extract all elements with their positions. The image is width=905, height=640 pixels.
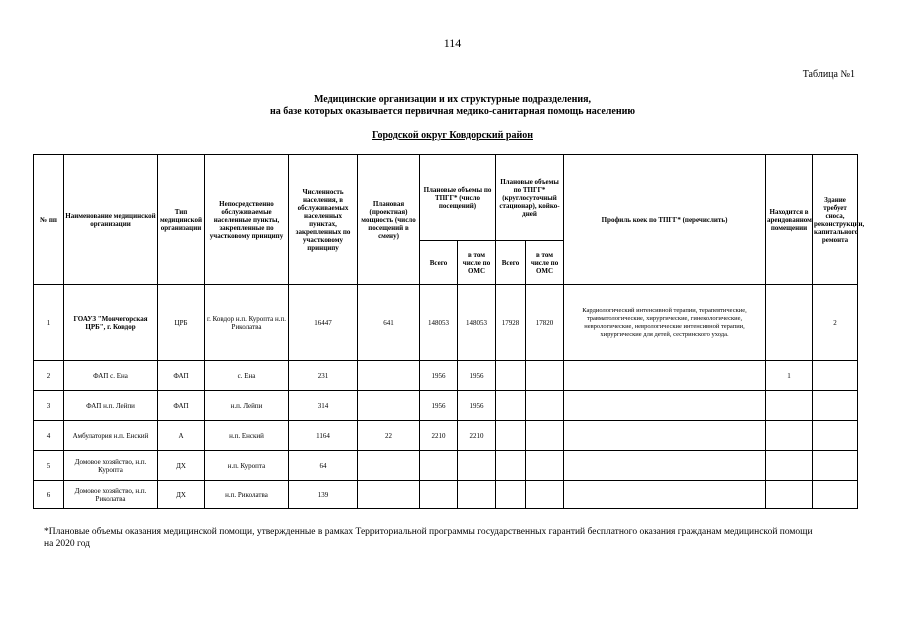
cell-visits-total bbox=[420, 481, 458, 509]
cell-name: ФАП с. Ена bbox=[64, 361, 158, 391]
cell-num: 5 bbox=[34, 451, 64, 481]
cell-rented bbox=[766, 421, 813, 451]
header-rented: Находится в арендованном помещении bbox=[766, 155, 813, 285]
header-planned-beddays: Плановые объемы по ТПГГ* (круглосуточный стационар), койко-дней bbox=[496, 155, 564, 241]
cell-beddays-total bbox=[496, 421, 526, 451]
cell-visits-total: 1956 bbox=[420, 391, 458, 421]
cell-rented: 1 bbox=[766, 361, 813, 391]
cell-repair bbox=[813, 421, 858, 451]
cell-visits-oms bbox=[458, 451, 496, 481]
cell-type: ФАП bbox=[158, 361, 205, 391]
cell-profile bbox=[564, 361, 766, 391]
cell-profile bbox=[564, 421, 766, 451]
cell-visits-oms: 2210 bbox=[458, 421, 496, 451]
cell-capacity bbox=[358, 361, 420, 391]
cell-capacity bbox=[358, 451, 420, 481]
cell-visits-oms bbox=[458, 481, 496, 509]
table-row bbox=[34, 421, 858, 451]
cell-rented bbox=[766, 451, 813, 481]
cell-points: н.п. Лейпи bbox=[205, 391, 289, 421]
cell-beddays-oms bbox=[526, 481, 564, 509]
header-name: Наименование медицинской организации bbox=[64, 155, 158, 285]
header-repair: Здание требует сноса, реконструкции, капитального ремонта bbox=[813, 155, 858, 285]
cell-points: г. Ковдор н.п. Куропта н.п. Риколатва bbox=[205, 285, 289, 361]
header-beddays-total: Всего bbox=[496, 241, 526, 285]
table-body bbox=[34, 285, 858, 509]
cell-profile bbox=[564, 451, 766, 481]
cell-capacity: 641 bbox=[358, 285, 420, 361]
cell-name: Домовое хозяйство, н.п. Риколатва bbox=[64, 481, 158, 509]
cell-num: 3 bbox=[34, 391, 64, 421]
header-num: № пп bbox=[34, 155, 64, 285]
cell-population: 139 bbox=[289, 481, 358, 509]
table-label: Таблица №1 bbox=[802, 69, 855, 80]
table-row bbox=[34, 391, 858, 421]
cell-visits-total: 1956 bbox=[420, 361, 458, 391]
header-beddays-oms: в том числе по ОМС bbox=[526, 241, 564, 285]
header-planned-visits: Плановые объемы по ТПГГ* (число посещений) bbox=[420, 155, 496, 241]
cell-capacity: 22 bbox=[358, 421, 420, 451]
cell-type: ДХ bbox=[158, 481, 205, 509]
cell-name: ФАП н.п. Лейпи bbox=[64, 391, 158, 421]
title-line-1: Медицинские организации и их структурные подразделения, bbox=[314, 94, 591, 105]
organizations-table bbox=[33, 154, 865, 509]
cell-population: 16447 bbox=[289, 285, 358, 361]
header-points: Непосредственно обслуживаемые населенные пункты, закрепленные по участковому принципу bbox=[205, 155, 289, 285]
cell-name: Амбулатория н.п. Енский bbox=[64, 421, 158, 451]
cell-points: н.п. Куропта bbox=[205, 451, 289, 481]
cell-repair bbox=[813, 481, 858, 509]
table-row bbox=[34, 361, 858, 391]
cell-visits-oms: 1956 bbox=[458, 361, 496, 391]
header-visits-total: Всего bbox=[420, 241, 458, 285]
cell-beddays-oms bbox=[526, 391, 564, 421]
cell-type: А bbox=[158, 421, 205, 451]
cell-beddays-oms bbox=[526, 361, 564, 391]
table-row bbox=[34, 451, 858, 481]
cell-rented bbox=[766, 391, 813, 421]
cell-capacity bbox=[358, 391, 420, 421]
cell-type: ФАП bbox=[158, 391, 205, 421]
cell-num: 1 bbox=[34, 285, 64, 361]
cell-repair: 2 bbox=[813, 285, 858, 361]
cell-beddays-oms bbox=[526, 451, 564, 481]
cell-visits-total: 2210 bbox=[420, 421, 458, 451]
cell-repair bbox=[813, 451, 858, 481]
cell-beddays-total bbox=[496, 391, 526, 421]
document-title bbox=[0, 94, 905, 118]
cell-type: ЦРБ bbox=[158, 285, 205, 361]
cell-beddays-total: 17928 bbox=[496, 285, 526, 361]
header-capacity: Плановая (проектная) мощность (число посещений в смену) bbox=[358, 155, 420, 285]
header-profile: Профиль коек по ТПГГ* (перечислить) bbox=[564, 155, 766, 285]
cell-population: 64 bbox=[289, 451, 358, 481]
cell-beddays-oms bbox=[526, 421, 564, 451]
district-heading: Городской округ Ковдорский район bbox=[372, 130, 533, 141]
cell-capacity bbox=[358, 481, 420, 509]
cell-population: 1164 bbox=[289, 421, 358, 451]
cell-num: 6 bbox=[34, 481, 64, 509]
cell-visits-total: 148053 bbox=[420, 285, 458, 361]
cell-points: н.п. Риколатва bbox=[205, 481, 289, 509]
header-type: Тип медицинской организации bbox=[158, 155, 205, 285]
cell-num: 4 bbox=[34, 421, 64, 451]
cell-repair bbox=[813, 361, 858, 391]
table-row bbox=[34, 285, 858, 361]
cell-population: 314 bbox=[289, 391, 358, 421]
title-line-2: на базе которых оказывается первичная медико-санитарная помощь населению bbox=[270, 106, 635, 117]
cell-profile bbox=[564, 391, 766, 421]
header-population: Численность населения, в обслуживаемых населенных пунктах, закрепленных по участковому принципу bbox=[289, 155, 358, 285]
cell-profile: Кардиологический интенсивной терапии, терапевтические, травматологические, хирургические, гинекологические, неврологические, неврологические интенсивной терапии, хирургические для детей, сестринского ухода. bbox=[564, 285, 766, 361]
cell-num: 2 bbox=[34, 361, 64, 391]
cell-repair bbox=[813, 391, 858, 421]
page-number: 114 bbox=[443, 36, 462, 50]
header-visits-oms: в том числе по ОМС bbox=[458, 241, 496, 285]
cell-visits-oms: 1956 bbox=[458, 391, 496, 421]
cell-beddays-oms: 17820 bbox=[526, 285, 564, 361]
cell-name: Домовое хозяйство, н.п. Куропта bbox=[64, 451, 158, 481]
cell-type: ДХ bbox=[158, 451, 205, 481]
cell-visits-oms: 148053 bbox=[458, 285, 496, 361]
cell-beddays-total bbox=[496, 361, 526, 391]
table-header bbox=[34, 155, 865, 285]
table-row bbox=[34, 481, 858, 509]
cell-rented bbox=[766, 285, 813, 361]
cell-points: н.п. Енский bbox=[205, 421, 289, 451]
cell-visits-total bbox=[420, 451, 458, 481]
cell-profile bbox=[564, 481, 766, 509]
footnote: *Плановые объемы оказания медицинской помощи, утвержденные в рамках Территориальной программы государственных гарантий бесплатного оказания гражданам медицинской помощи на 2020 год bbox=[44, 527, 813, 549]
cell-points: с. Ена bbox=[205, 361, 289, 391]
cell-population: 231 bbox=[289, 361, 358, 391]
cell-name: ГОАУЗ "Мончегорская ЦРБ", г. Ковдор bbox=[64, 285, 158, 361]
cell-beddays-total bbox=[496, 451, 526, 481]
cell-rented bbox=[766, 481, 813, 509]
cell-beddays-total bbox=[496, 481, 526, 509]
